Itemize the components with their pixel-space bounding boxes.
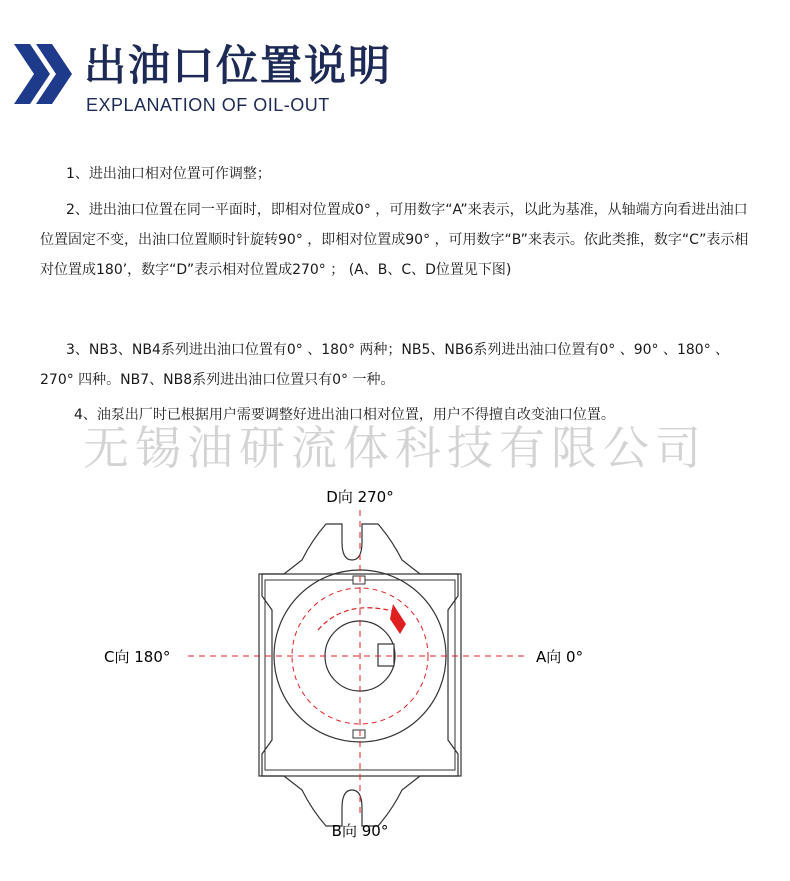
paragraph-1: 1、进出油口相对位置可作调整；	[66, 166, 271, 182]
paragraph-4: 4、油泵出厂时已根据用户需要调整好进出油口相对位置，用户不得擅自改变油口位置。	[74, 407, 615, 423]
label-b-90: B向 90°	[331, 822, 389, 840]
clockwise-rotation-arc	[318, 608, 396, 630]
page-title: 出油口位置说明	[84, 41, 393, 90]
company-watermark: 无锡油研流体科技有限公司	[83, 421, 707, 475]
page-subtitle: EXPLANATION OF OIL-OUT	[86, 95, 330, 115]
label-a-0: A向 0°	[536, 648, 584, 666]
oil-port-position-diagram	[0, 480, 790, 880]
chevron-logo	[12, 40, 72, 108]
double-chevron-icon	[12, 40, 72, 108]
port-marker-top	[353, 576, 365, 584]
label-d-270: D向 270°	[326, 488, 394, 506]
paragraph-3: 3、NB3、NB4系列进出油口位置有0° 、180° 两种；NB5、NB6系列进出油口位置有0° 、90° 、180° 、270° 四种。NB7、NB8系列进出油口位置只有0° 一种。	[40, 342, 730, 388]
port-marker-bottom	[353, 730, 365, 738]
label-c-180: C向 180°	[104, 648, 171, 666]
shaft-keyway	[378, 644, 394, 666]
paragraph-2: 2、进出油口位置在同一平面时，即相对位置成0° ，可用数字“A”来表示，以此为基准，从轴端方向看进出油口位置固定不变，出油口位置顺时针旋转90° ，即相对位置成90° ，可用数字“B”来表示。依此类推，数字“C”表示相对位置成180’，数字“D”表示相对位置成270° ； (A、B、C、D位置见下图)	[40, 202, 749, 278]
rotation-arrowhead-icon	[390, 604, 406, 634]
